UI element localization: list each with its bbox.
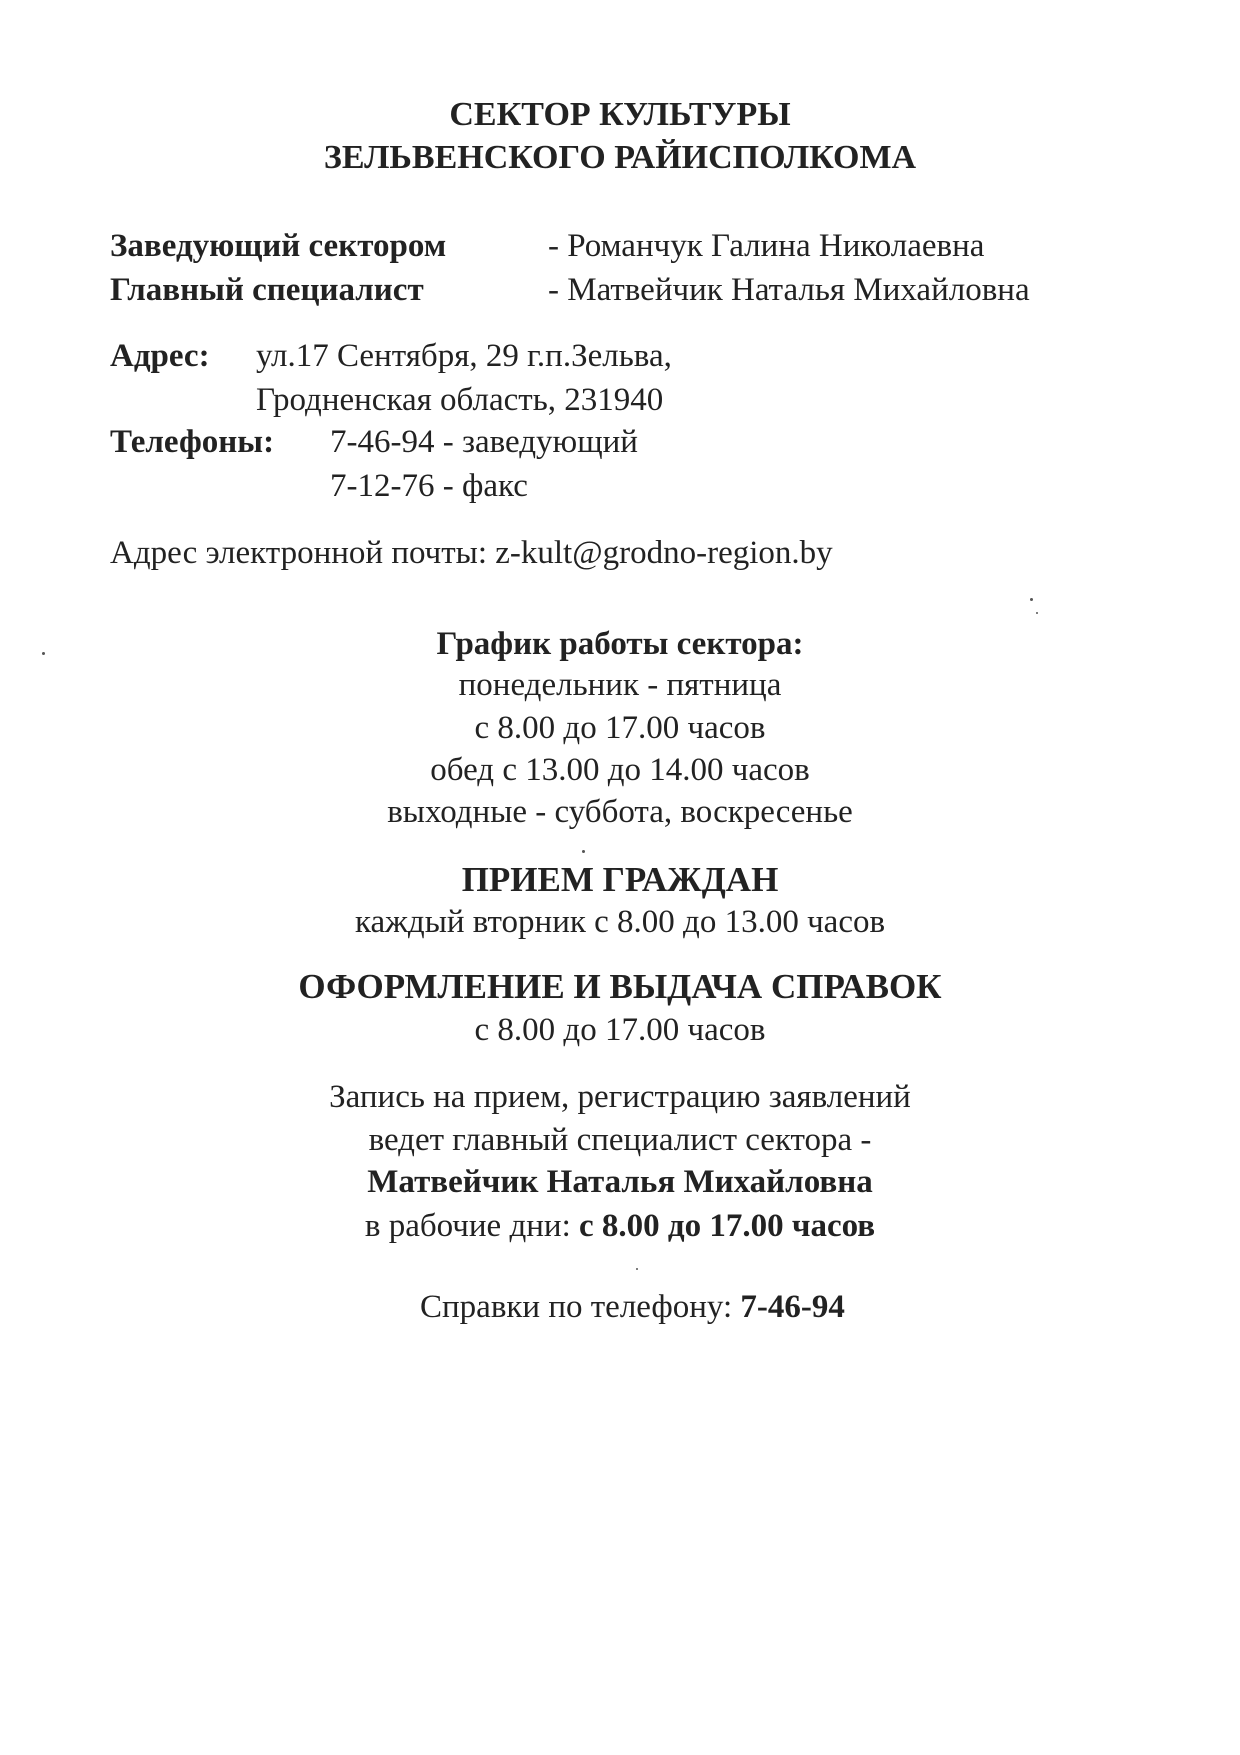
schedule-days: понедельник - пятница — [458, 667, 782, 703]
staff-name-specialist: - Матвейчик Наталья Михайловна — [548, 272, 1030, 308]
email-line — [110, 533, 833, 573]
staff-name-head: - Романчук Галина Николаевна — [548, 228, 985, 264]
registration-days-label: в рабочие дни: — [364, 1208, 571, 1244]
address-line1: ул.17 Сентября, 29 г.п.Зельва, — [256, 338, 672, 374]
schedule-lunch: обед с 13.00 до 14.00 часов — [430, 752, 810, 788]
scan-speck — [42, 652, 45, 655]
registration-days-hours: с 8.00 до 17.00 часов — [579, 1208, 876, 1244]
document-title-line2: ЗЕЛЬВЕНСКОГО РАЙИСПОЛКОМА — [323, 139, 917, 176]
email-label: Адрес электронной почты: — [110, 535, 487, 571]
scan-speck — [582, 850, 585, 853]
scan-speck — [636, 1268, 638, 1270]
certificates-heading: ОФОРМЛЕНИЕ И ВЫДАЧА СПРАВОК — [298, 967, 942, 1006]
registration-line2: ведет главный специалист сектора - — [368, 1122, 872, 1158]
schedule-weekend: выходные - суббота, воскресенье — [387, 794, 853, 830]
certificates-time: с 8.00 до 17.00 часов — [474, 1012, 766, 1048]
address-line2: Гродненская область, 231940 — [256, 382, 664, 418]
reception-heading: ПРИЕМ ГРАЖДАН — [461, 860, 779, 899]
scan-speck — [1030, 598, 1033, 601]
phones-line2: 7-12-76 - факс — [330, 468, 528, 504]
phones-line1: 7-46-94 - заведующий — [330, 424, 638, 460]
phones-label: Телефоны: — [110, 424, 275, 460]
address-label: Адрес: — [110, 338, 210, 374]
registration-line1: Запись на прием, регистрацию заявлений — [329, 1079, 911, 1115]
inquiries-phone: 7-46-94 — [740, 1289, 845, 1325]
scan-speck — [1036, 612, 1038, 614]
schedule-hours: с 8.00 до 17.00 часов — [474, 710, 766, 746]
reception-time: каждый вторник с 8.00 до 13.00 часов — [354, 904, 886, 940]
registration-name: Матвейчик Наталья Михайловна — [367, 1164, 873, 1200]
document-title-line1: СЕКТОР КУЛЬТУРЫ — [449, 96, 791, 133]
inquiries-label: Справки по телефону: — [420, 1289, 733, 1325]
email-address: z-kult@grodno-region.by — [495, 535, 833, 571]
staff-position-head: Заведующий сектором — [110, 228, 447, 264]
schedule-heading: График работы сектора: — [436, 626, 804, 662]
staff-position-specialist: Главный специалист — [110, 272, 424, 308]
registration-days — [0, 1206, 1240, 1246]
inquiries-line — [420, 1287, 845, 1327]
